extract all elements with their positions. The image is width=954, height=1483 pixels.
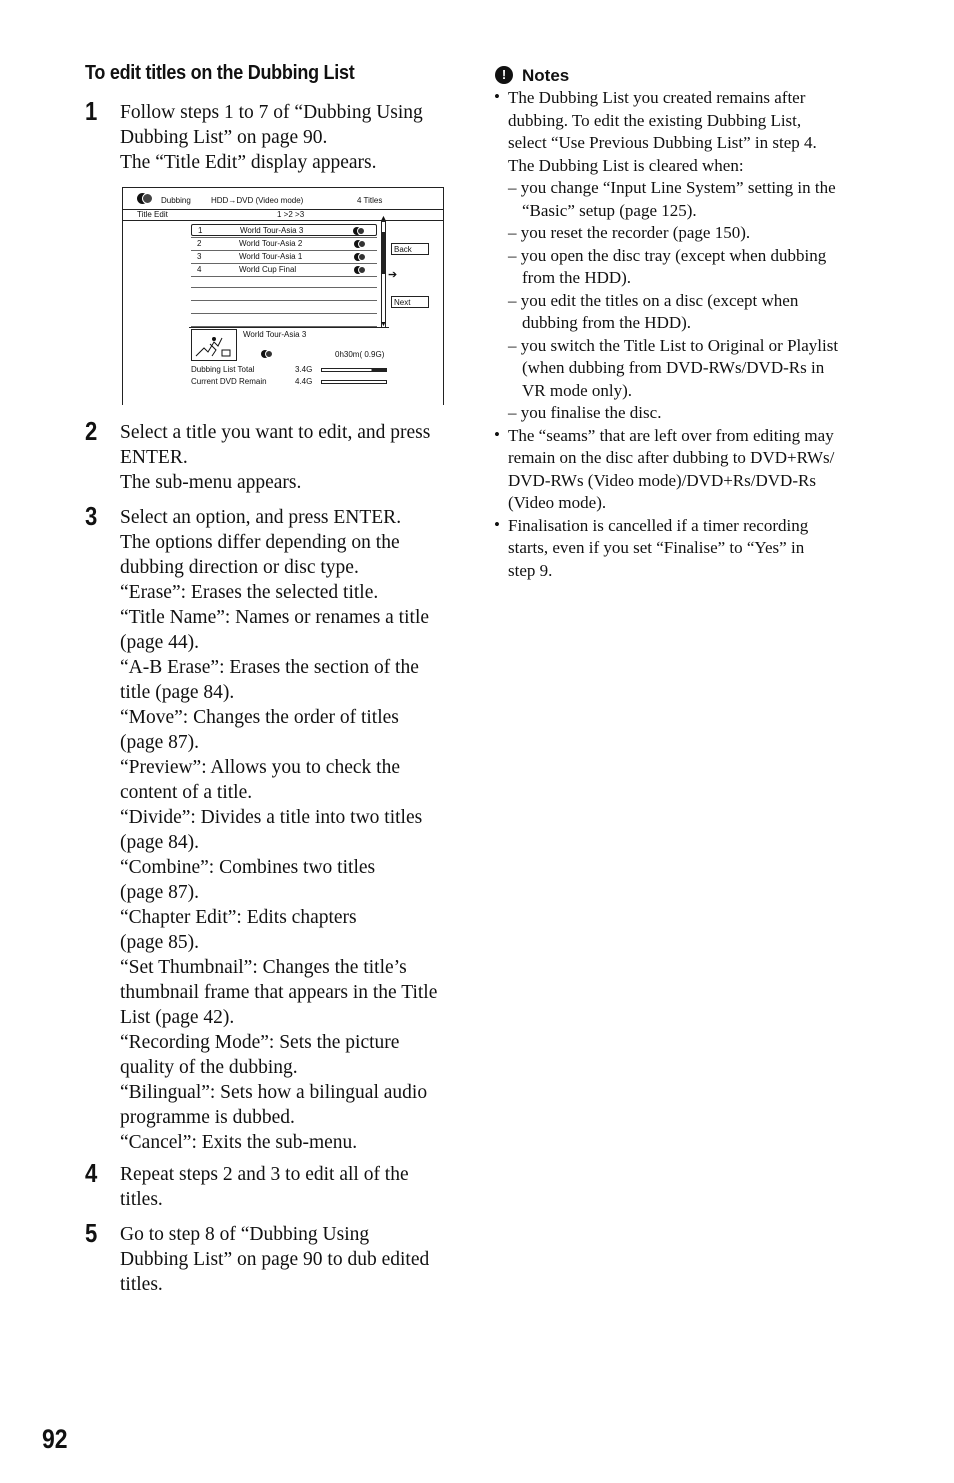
duration: 0h30m( 0.9G) <box>335 350 385 359</box>
note-line: The “seams” that are left over from editing may <box>508 425 834 445</box>
row-number: 3 <box>197 252 202 261</box>
scrollbar-thumb[interactable] <box>382 232 385 274</box>
step-line: “Recording Mode”: Sets the picture <box>120 1032 400 1053</box>
step-number: 3 <box>85 501 98 531</box>
step-line: (page 44). <box>120 632 200 653</box>
note-line: – you finalise the disc. <box>508 403 662 422</box>
empty-row-line <box>191 313 377 314</box>
note-line: dubbing from the HDD). <box>522 313 692 332</box>
title-count: 4 Titles <box>357 196 383 205</box>
row-title: World Tour-Asia 3 <box>240 226 304 235</box>
step-line: “Combine”: Combines two titles <box>120 857 376 878</box>
step-text <box>120 100 465 175</box>
note-line: (Video mode). <box>508 493 607 512</box>
bar-fill <box>322 369 386 371</box>
remain-bar <box>321 380 387 384</box>
total-value: 3.4G <box>295 365 313 374</box>
step-line: “Move”: Changes the order of titles <box>120 707 399 728</box>
disc-icon <box>354 266 367 274</box>
thumbnail <box>191 329 237 361</box>
step-number: 5 <box>85 1218 98 1248</box>
step-line: quality of the dubbing. <box>120 1057 298 1078</box>
step-line: The options differ depending on the <box>120 532 400 553</box>
step-text <box>120 420 465 495</box>
back-button[interactable]: Back <box>391 243 429 255</box>
bar-fill <box>322 381 386 383</box>
note-line: “Basic” setup (page 125). <box>522 200 697 220</box>
step-line: titles. <box>120 1189 163 1210</box>
step-line: Dubbing List” on page 90. <box>120 127 328 148</box>
title-row[interactable] <box>191 263 377 277</box>
note-line: Finalisation is cancelled if a timer recording <box>508 515 809 535</box>
step-text <box>120 1222 465 1297</box>
step-line: “Chapter Edit”: Edits chapters <box>120 907 357 928</box>
note-line: – you switch the Title List to Original or Playlist <box>508 335 839 355</box>
note-line: starts, even if you set “Finalise” to “Yes” in <box>508 538 805 557</box>
note-line: – you open the disc tray (except when dubbing <box>508 245 827 265</box>
note-line: – you change “Input Line System” setting in the <box>508 178 836 197</box>
section-heading: To edit titles on the Dubbing List <box>85 62 355 84</box>
step-line: “Set Thumbnail”: Changes the title’s <box>120 957 407 978</box>
note-line: remain on the disc after dubbing to DVD+RWs/ <box>508 448 835 467</box>
empty-row-line <box>191 300 377 301</box>
step-line: (page 87). <box>120 882 200 903</box>
step-line: (page 85). <box>120 932 200 953</box>
row-title: World Tour-Asia 2 <box>239 239 303 248</box>
step-line: “Erase”: Erases the selected title. <box>120 582 379 603</box>
note-line: step 9. <box>508 560 553 580</box>
note-line: DVD-RWs (Video mode)/DVD+Rs/DVD-Rs <box>508 470 816 490</box>
step-line: “Divide”: Divides a title into two titles <box>120 807 423 828</box>
remain-label: Current DVD Remain <box>191 377 267 386</box>
step-line: Go to step 8 of “Dubbing Using <box>120 1224 370 1245</box>
step-number: 4 <box>85 1158 98 1188</box>
note-line: dubbing. To edit the existing Dubbing List, <box>508 110 802 130</box>
step-line: thumbnail frame that appears in the Title <box>120 982 438 1003</box>
thumbnail-image <box>192 330 236 360</box>
next-button[interactable]: Next <box>391 296 429 308</box>
note-line: The Dubbing List you created remains after <box>508 88 806 107</box>
arrow-right-icon: ➔ <box>388 269 398 281</box>
step-line: “Preview”: Allows you to check the <box>120 757 400 778</box>
divider <box>189 327 389 328</box>
note-line: – you edit the titles on a disc (except when <box>508 290 799 310</box>
step-line: programme is dubbed. <box>120 1107 295 1128</box>
screen-subheader <box>123 209 443 221</box>
row-number: 1 <box>198 226 203 235</box>
step-text <box>120 505 465 1155</box>
bullet-icon: • <box>494 424 500 444</box>
step-line: “Cancel”: Exits the sub-menu. <box>120 1132 358 1153</box>
selected-title: World Tour-Asia 3 <box>243 330 307 339</box>
disc-icon <box>261 350 274 358</box>
scroll-down-icon[interactable]: ▼ <box>380 321 387 328</box>
row-number: 2 <box>197 239 202 248</box>
row-title: World Cup Final <box>239 265 297 274</box>
hdd-disc-icon <box>137 193 153 204</box>
step-line: dubbing direction or disc type. <box>120 557 359 578</box>
title-edit-screen <box>122 187 444 405</box>
direction-label: HDD→DVD (Video mode) <box>211 196 304 205</box>
step-line: Select an option, and press ENTER. <box>120 507 402 528</box>
title-row-selected[interactable] <box>191 224 377 236</box>
bullet-icon: • <box>494 87 500 106</box>
page-number: 92 <box>42 1424 68 1454</box>
scroll-up-icon[interactable]: ▲ <box>380 215 387 222</box>
notes-icon: ! <box>495 66 513 84</box>
remain-value: 4.4G <box>295 377 313 386</box>
notes-title: Notes <box>522 66 570 85</box>
step-line: (page 84). <box>120 832 200 853</box>
step-line: The “Title Edit” display appears. <box>120 152 377 173</box>
screen-header <box>123 188 443 210</box>
step-line: Follow steps 1 to 7 of “Dubbing Using <box>120 102 423 123</box>
step-line: titles. <box>120 1274 163 1295</box>
mode-label: Dubbing <box>161 196 191 205</box>
empty-row-line <box>191 287 377 288</box>
step-line: “A-B Erase”: Erases the section of the <box>120 657 419 678</box>
screen-subtitle: Title Edit <box>137 210 168 219</box>
disc-icon <box>353 227 366 235</box>
note-line: select “Use Previous Dubbing List” in step 4. <box>508 133 817 152</box>
note-line: (when dubbing from DVD-RWs/DVD-Rs in <box>522 358 825 377</box>
disc-icon <box>354 240 367 248</box>
note-line: The Dubbing List is cleared when: <box>508 155 744 175</box>
step-text <box>120 1162 465 1212</box>
disc-icon <box>354 253 367 261</box>
step-line: ENTER. <box>120 447 188 468</box>
step-number: 2 <box>85 416 98 446</box>
step-line: Select a title you want to edit, and press <box>120 422 431 443</box>
total-bar <box>321 368 387 372</box>
step-number: 1 <box>85 96 98 126</box>
note-line: – you reset the recorder (page 150). <box>508 223 751 242</box>
step-line: (page 87). <box>120 732 200 753</box>
total-label: Dubbing List Total <box>191 365 255 374</box>
step-line: Dubbing List” on page 90 to dub edited <box>120 1249 430 1270</box>
row-title: World Tour-Asia 1 <box>239 252 303 261</box>
step-line: content of a title. <box>120 782 253 803</box>
row-number: 4 <box>197 265 202 274</box>
note-line: from the HDD). <box>522 268 632 287</box>
bullet-icon: • <box>494 514 500 534</box>
step-line: “Bilingual”: Sets how a bilingual audio <box>120 1082 428 1103</box>
step-line: List (page 42). <box>120 1007 235 1028</box>
scrollbar[interactable] <box>381 221 386 328</box>
pager: 1 >2 >3 <box>277 210 305 219</box>
step-line: Repeat steps 2 and 3 to edit all of the <box>120 1164 409 1185</box>
title-row[interactable] <box>191 250 377 263</box>
step-line: The sub-menu appears. <box>120 472 302 493</box>
step-line: “Title Name”: Names or renames a title <box>120 607 430 628</box>
note-line: VR mode only). <box>522 380 633 400</box>
step-line: title (page 84). <box>120 682 235 703</box>
title-row[interactable] <box>191 237 377 250</box>
